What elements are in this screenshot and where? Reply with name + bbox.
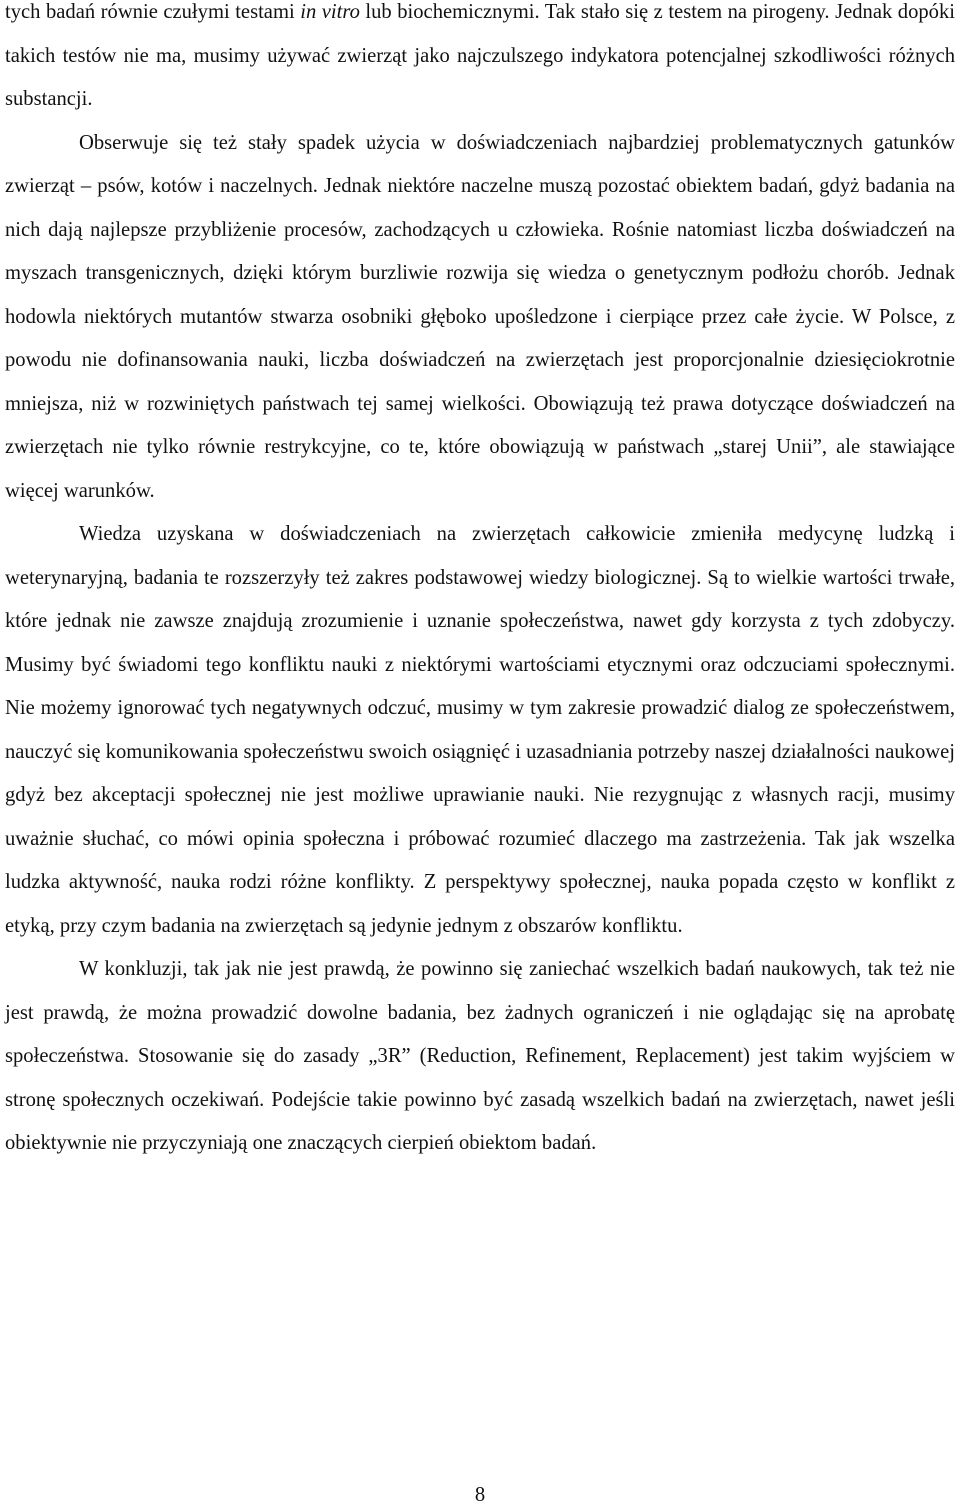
paragraph-continuation — [5, 0, 955, 122]
paragraph-3: W konkluzji, tak jak nie jest prawdą, że powinno się zaniechać wszelkich badań naukowych, tak też nie jest prawdą, że można prowadzić dowolne badania, bez żadnych ograniczeń i nie oglądając się na aprobatę społeczeństwa. Stosowanie się do zasady „3R” (Reduction, Refinement, Replacement) jest takim wyjściem w stronę społecznych oczekiwań. Podejście takie powinno być zasadą wszelkich badań na zwierzętach, nawet jeśli obiektywnie nie przyczyniają one znaczących cierpień obiektom badań. — [5, 958, 955, 1154]
paragraph-2: Wiedza uzyskana w doświadczeniach na zwierzętach całkowicie zmieniła medycynę ludzką i weterynaryjną, badania te rozszerzyły też zakres podstawowej wiedzy biologicznej. Są to wielkie wartości trwałe, które jednak nie zawsze znajdują zrozumienie i uznanie społeczeństwa, nawet gdy korzysta z tych zdobyczy. Musimy być świadomi tego konfliktu nauki z niektórymi wartościami etycznymi oraz odczuciami społecznymi. Nie możemy ignorować tych negatywnych odczuć, musimy w tym zakresie prowadzić dialog ze społeczeństwem, nauczyć się komunikowania społeczeństwu swoich osiągnięć i uzasadniania potrzeby naszej działalności naukowej gdyż bez akceptacji społecznej nie jest możliwe uprawianie nauki. Nie rezygnując z własnych racji, musimy uważnie słuchać, co mówi opinia społeczna i próbować rozumieć dlaczego ma zastrzeżenia. Tak jak wszelka ludzka aktywność, nauka rodzi różne konflikty. Z perspektywy społecznej, nauka popada często w konflikt z etyką, przy czym badania na zwierzętach są jedynie jednym z obszarów konfliktu. — [5, 523, 955, 937]
page-number: 8 — [474, 1484, 486, 1506]
paragraph-continuation-start: tych badań równie czułymi testami — [5, 1, 301, 23]
paragraph-continuation-end: lub biochemicznymi. Tak stało się z testem na pirogeny. Jednak dopóki takich testów nie ma, musimy używać zwierząt jako najczulszego indykatora potencjalnej szkodliwości różnych substancji. — [5, 1, 955, 110]
document-page — [5, 0, 955, 1166]
paragraph-1: Obserwuje się też stały spadek użycia w doświadczeniach najbardziej problematycznych gatunków zwierząt – psów, kotów i naczelnych. Jednak niektóre naczelne muszą pozostać obiektem badań, gdyż badania na nich dają najlepsze przybliżenie procesów, zachodzących u człowieka. Rośnie natomiast liczba doświadczeń na myszach transgenicznych, dzięki którym burzliwie rozwija się wiedza o genetycznym podłożu chorób. Jednak hodowla niektórych mutantów stwarza osobniki głęboko upośledzone i cierpiące przez całe życie. W Polsce, z powodu nie dofinansowania nauki, liczba doświadczeń na zwierzętach jest proporcjonalnie dziesięciokrotnie mniejsza, niż w rozwiniętych państwach tej samej wielkości. Obowiązują też prawa dotyczące doświadczeń na zwierzętach nie tylko równie restrykcyjne, co te, które obowiązują w państwach „starej Unii”, ale stawiające więcej warunków. — [5, 131, 955, 502]
italic-term: in vitro — [300, 1, 360, 23]
